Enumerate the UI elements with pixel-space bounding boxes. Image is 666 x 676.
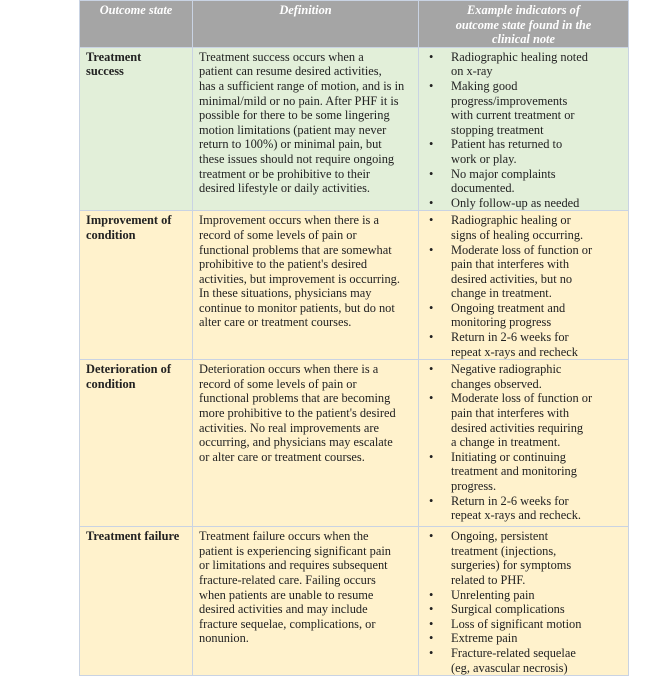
text-line: • Initiating or continuing bbox=[451, 449, 566, 464]
text-line: more prohibitive to the patient's desired bbox=[199, 406, 396, 421]
outcome-state-cell bbox=[80, 211, 193, 360]
text-line: progress. bbox=[451, 479, 497, 493]
text-line: outcome state found in the bbox=[455, 17, 592, 32]
text-line: stopping treatment bbox=[451, 122, 544, 137]
text-line: when patients are unable to resume bbox=[199, 587, 374, 602]
text-line: success bbox=[86, 64, 124, 79]
indicator-item bbox=[425, 588, 622, 603]
indicators-cell bbox=[419, 47, 629, 211]
text-line: • Loss of significant motion bbox=[451, 616, 582, 631]
text-line: Outcome state bbox=[99, 3, 173, 17]
outcome-state-cell bbox=[80, 527, 193, 676]
text-line: • Only follow-up as needed bbox=[451, 195, 580, 210]
text-line: repeat x-rays and recheck bbox=[451, 344, 578, 359]
indicator-item bbox=[425, 362, 622, 391]
indicator-item bbox=[425, 137, 622, 166]
text-line: Treatment failure occurs when the bbox=[199, 529, 369, 544]
text-line: • Surgical complications bbox=[451, 602, 565, 617]
text-line: • Return in 2-6 weeks for bbox=[451, 330, 569, 345]
text-line: progress/improvements bbox=[451, 93, 568, 108]
text-line: In these situations, physicians may bbox=[199, 286, 372, 301]
indicator-item bbox=[425, 301, 622, 330]
text-line: Treatment success occurs when a bbox=[199, 49, 364, 64]
indicator-item bbox=[425, 243, 622, 301]
text-line: related to PHF. bbox=[451, 573, 526, 588]
indicator-item bbox=[425, 330, 622, 359]
text-line: • Unrelenting pain bbox=[451, 587, 535, 602]
text-line: functional problems that are becoming bbox=[199, 391, 391, 406]
text-line: changes observed. bbox=[451, 376, 542, 391]
text-line: • Radiographic healing or bbox=[451, 213, 571, 228]
indicator-item bbox=[425, 167, 622, 196]
text-line: Treatment bbox=[86, 49, 142, 64]
text-line: possible for there to be some lingering bbox=[199, 108, 390, 123]
text-line: pain that interferes with bbox=[451, 406, 570, 421]
text-line: condition bbox=[86, 227, 136, 242]
text-line: has a sufficient range of motion, and is in bbox=[199, 78, 405, 93]
text-line: • Return in 2-6 weeks for bbox=[451, 493, 569, 508]
text-line: prohibitive to the patient's desired bbox=[199, 257, 368, 272]
indicator-item bbox=[425, 450, 622, 494]
text-line: desired activities and may include bbox=[199, 602, 368, 617]
text-line: clinical note bbox=[492, 32, 555, 47]
text-line: Example indicators of bbox=[467, 3, 580, 17]
text-line: treatment (injections, bbox=[451, 543, 557, 558]
indicator-list bbox=[425, 362, 622, 523]
text-line: Improvement occurs when there is a bbox=[199, 213, 379, 228]
indicator-list bbox=[425, 529, 622, 675]
text-line: • No major complaints bbox=[451, 166, 556, 181]
header-indicators bbox=[419, 1, 629, 48]
header-definition bbox=[193, 1, 419, 48]
table-row bbox=[80, 47, 629, 211]
text-line: documented. bbox=[451, 181, 515, 196]
indicator-item bbox=[425, 213, 622, 242]
outcome-state-cell bbox=[80, 360, 193, 527]
indicator-list bbox=[425, 50, 622, 211]
text-line: treatment or be prohibitive to their bbox=[199, 166, 371, 181]
text-line: monitoring progress bbox=[451, 315, 552, 330]
text-line: change in treatment. bbox=[451, 286, 552, 301]
text-line: • Ongoing treatment and bbox=[451, 300, 566, 315]
text-line: • Ongoing, persistent bbox=[451, 529, 549, 544]
header-row bbox=[80, 1, 629, 48]
text-line: with current treatment or bbox=[451, 108, 575, 123]
definition-cell bbox=[193, 360, 419, 527]
text-line: motion limitations (patient may never bbox=[199, 122, 387, 137]
text-line: patient is experiencing significant pain bbox=[199, 543, 391, 558]
header-outcome-state bbox=[80, 1, 193, 48]
indicator-item bbox=[425, 79, 622, 137]
text-line: these issues should not require ongoing bbox=[199, 151, 395, 166]
text-line: • Extreme pain bbox=[451, 631, 518, 646]
indicator-item bbox=[425, 391, 622, 449]
indicator-item bbox=[425, 494, 622, 523]
indicator-item bbox=[425, 646, 622, 675]
text-line: return to 100%) or minimal pain, but bbox=[199, 137, 382, 152]
text-line: • Moderate loss of function or bbox=[451, 242, 593, 257]
text-line: or alter care or treatment courses. bbox=[199, 449, 365, 464]
text-line: • Moderate loss of function or bbox=[451, 391, 593, 406]
text-line: Treatment failure bbox=[86, 529, 180, 544]
indicator-list bbox=[425, 213, 622, 359]
text-line: activities, but improvement is occurring. bbox=[199, 271, 400, 286]
indicators-cell bbox=[419, 527, 629, 676]
indicator-item bbox=[425, 631, 622, 646]
text-line: continue to monitor patients, but do not bbox=[199, 300, 395, 315]
text-line: minimal/mild or no pain. After PHF it is bbox=[199, 93, 399, 108]
indicator-item bbox=[425, 617, 622, 632]
text-line: • Fracture-related sequelae bbox=[451, 646, 576, 660]
text-line: record of some levels of pain or bbox=[199, 376, 357, 391]
indicator-item bbox=[425, 529, 622, 587]
indicators-cell bbox=[419, 211, 629, 360]
text-line: desired lifestyle or daily activities. bbox=[199, 181, 371, 196]
text-line: activities. No real improvements are bbox=[199, 420, 379, 435]
text-line: on x-ray bbox=[451, 64, 493, 79]
text-line: surgeries) for symptoms bbox=[451, 558, 572, 573]
definition-cell bbox=[193, 211, 419, 360]
text-line: Definition bbox=[279, 3, 332, 17]
text-line: • Radiographic healing noted bbox=[451, 49, 588, 64]
outcome-states-table bbox=[79, 0, 629, 676]
text-line: functional problems that are somewhat bbox=[199, 242, 392, 257]
text-line: repeat x-rays and recheck. bbox=[451, 508, 582, 523]
text-line: desired activities requiring bbox=[451, 420, 584, 435]
text-line: or limitations and requires subsequent bbox=[199, 558, 388, 573]
outcome-state-cell bbox=[80, 47, 193, 211]
indicator-item bbox=[425, 50, 622, 79]
definition-cell bbox=[193, 527, 419, 676]
text-line: • Patient has returned to bbox=[451, 137, 563, 152]
text-line: signs of healing occurring. bbox=[451, 227, 584, 242]
text-line: Deterioration of bbox=[86, 362, 171, 377]
indicator-item bbox=[425, 602, 622, 617]
text-line: a change in treatment. bbox=[451, 435, 561, 450]
text-line: pain that interferes with bbox=[451, 257, 570, 272]
table-row bbox=[80, 360, 629, 527]
text-line: record of some levels of pain or bbox=[199, 227, 357, 242]
definition-cell bbox=[193, 47, 419, 211]
text-line: Deterioration occurs when there is a bbox=[199, 362, 379, 377]
text-line: alter care or treatment courses. bbox=[199, 315, 352, 330]
table-row bbox=[80, 211, 629, 360]
text-line: work or play. bbox=[451, 151, 517, 166]
text-line: • Making good bbox=[451, 78, 518, 93]
text-line: Improvement of bbox=[86, 213, 172, 228]
text-line: condition bbox=[86, 376, 136, 391]
text-line: • Negative radiographic bbox=[451, 362, 562, 377]
text-line: fracture-related care. Failing occurs bbox=[199, 573, 376, 588]
text-line: occurring, and physicians may escalate bbox=[199, 435, 393, 450]
text-line: nonunion. bbox=[199, 631, 249, 646]
text-line: treatment and monitoring bbox=[451, 464, 577, 479]
text-line: fracture sequelae, complications, or bbox=[199, 616, 376, 631]
text-line: desired activities, but no bbox=[451, 271, 573, 286]
indicator-item bbox=[425, 196, 622, 211]
text-line: patient can resume desired activities, bbox=[199, 64, 382, 79]
indicators-cell bbox=[419, 360, 629, 527]
table-row bbox=[80, 527, 629, 676]
text-line: (eg, avascular necrosis) bbox=[451, 660, 568, 675]
